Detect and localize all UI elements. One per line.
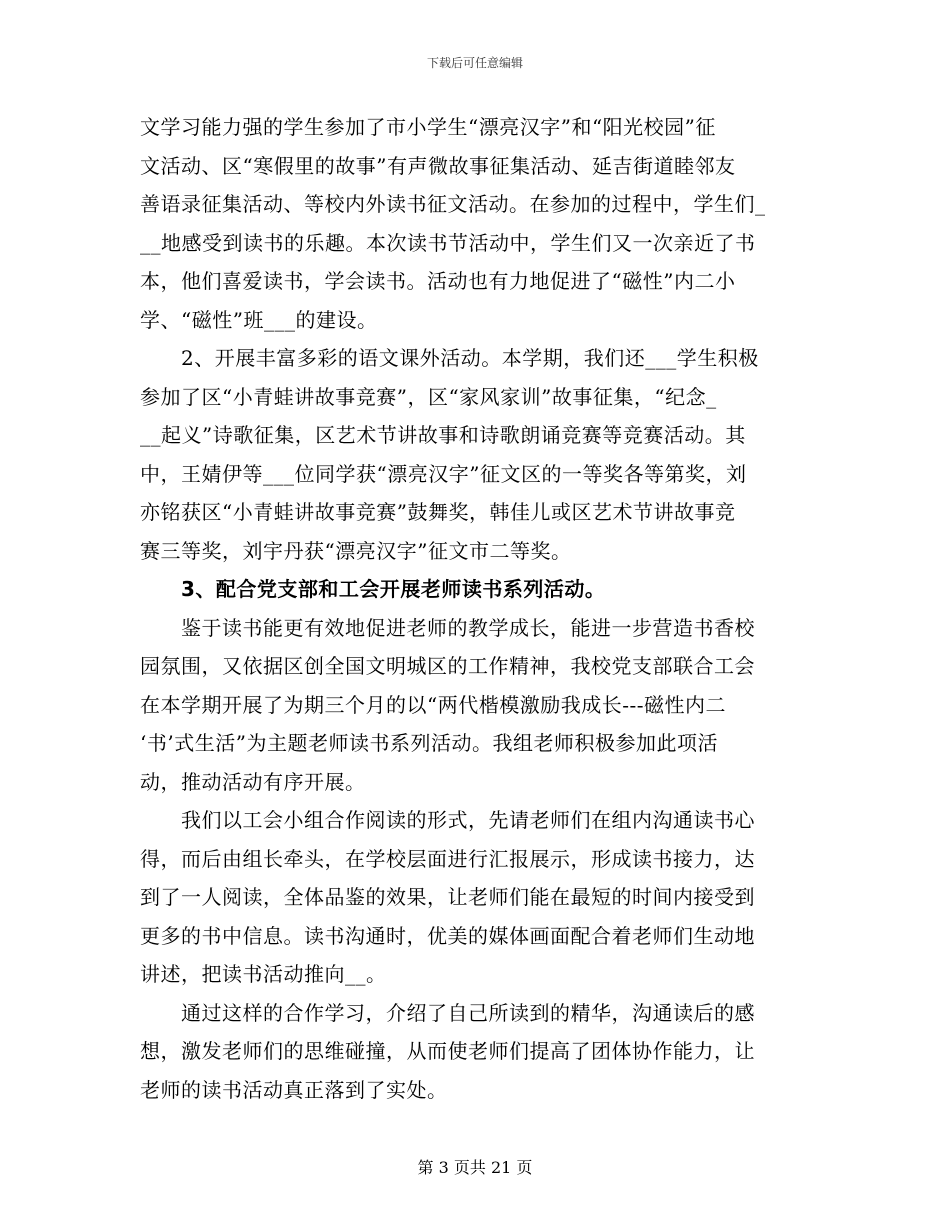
text-line: 亦铭获区“小青蛙讲故事竞赛”鼓舞奖，韩佳儿或区艺术节讲故事竞 xyxy=(140,500,736,524)
text-line: 讲述，把读书活动推向__。 xyxy=(140,962,387,986)
text-line: 更多的书中信息。读书沟通时，优美的媒体画面配合着老师们生动地 xyxy=(140,923,755,948)
text-line: 文活动、区“寒假里的故事”有声微故事征集活动、延吉街道睦邻友 xyxy=(140,153,736,178)
page-header: 下载后可任意编辑 xyxy=(426,56,523,70)
text-line: 文学习能力强的学生参加了市小学生“漂亮汉字”和“阳光校园”征 xyxy=(140,115,716,139)
text-line: 想，激发老师们的思维碰撞，从而使老师们提高了团体协作能力，让 xyxy=(140,1039,755,1063)
text-line: 我们以工会小组合作阅读的形式，先请老师们在组内沟通读书心 xyxy=(140,808,755,832)
text-line: 到了一人阅读，全体品鉴的效果，让老师们能在最短的时间内接受到 xyxy=(140,885,755,909)
text-line: 本，他们喜爱读书，学会读书。活动也有力地促进了“磁性”内二小 xyxy=(140,269,736,293)
text-line: __地感受到读书的乐趣。本次读书节活动中，学生们又一次亲近了书 xyxy=(140,230,756,255)
text-line: 园氛围，又依据区创全国文明城区的工作精神，我校党支部联合工会 xyxy=(140,654,755,678)
text-line: 赛三等奖，刘宇丹获“漂亮汉字”征文市二等奖。 xyxy=(140,538,572,563)
text-line: 2、开展丰富多彩的语文课外活动。本学期，我们还___学生积极 xyxy=(140,346,759,370)
text-line: ‘书’式生活”为主题老师读书系列活动。我组老师积极参加此项活 xyxy=(140,731,718,755)
text-line: 中，王婧伊等___位同学获“漂亮汉字”征文区的一等奖各等第奖，刘 xyxy=(140,461,747,486)
text-line: 学、“磁性”班___的建设。 xyxy=(140,307,378,332)
text-line: 得，而后由组长牵头，在学校层面进行汇报展示，形成读书接力，达 xyxy=(140,846,755,871)
text-line: 参加了区“小青蛙讲故事竞赛”，区“家风家训”故事征集，“纪念_ xyxy=(140,384,717,409)
text-line: __起义”诗歌征集，区艺术节讲故事和诗歌朗诵竞赛等竞赛活动。其 xyxy=(140,423,746,447)
text-line: 老师的读书活动真正落到了实处。 xyxy=(140,1077,448,1102)
document-body xyxy=(140,108,800,1109)
text-line: 鉴于读书能更有效地促进老师的教学成长，能进一步营造书香校 xyxy=(140,615,755,640)
section-heading: 3、配合党支部和工会开展老师读书系列活动。 xyxy=(140,577,606,601)
page-number: 第 3 页共 21 页 xyxy=(417,1158,533,1177)
text-line: 通过这样的合作学习，介绍了自己所读到的精华，沟通读后的感 xyxy=(140,1000,755,1025)
text-line: 在本学期开展了为期三个月的以“两代楷模激励我成长---磁性内二 xyxy=(140,692,726,717)
text-line: 动，推动活动有序开展。 xyxy=(140,769,366,794)
text-line: 善语录征集活动、等校内外读书征文活动。在参加的过程中，学生们_ xyxy=(140,192,766,216)
